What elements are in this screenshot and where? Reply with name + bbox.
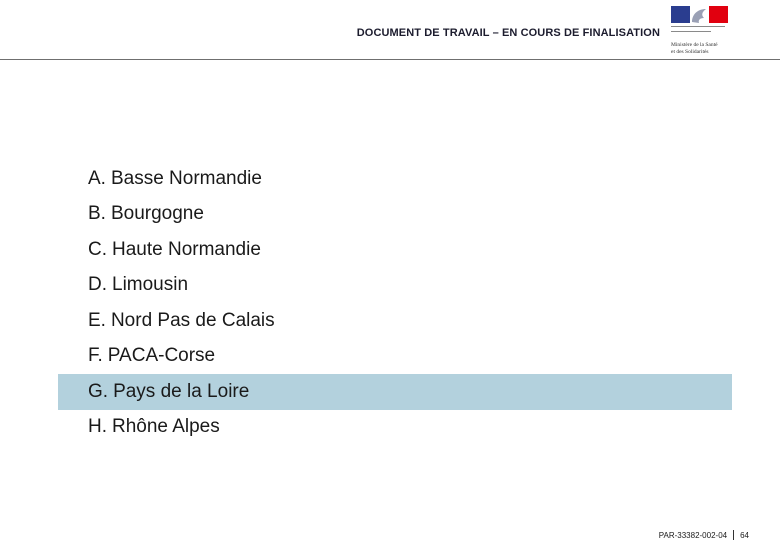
list-item-label: Pays de la Loire [113,380,250,402]
list-item-letter: G. [88,380,109,402]
list-item-label: Rhône Alpes [112,416,220,438]
list-item-letter: H. [88,416,107,438]
logo-tagline-rule [671,26,725,27]
marianne-flag-icon [668,6,730,24]
list-item-label: Limousin [112,274,189,296]
list-item-nord-pas-de-calais [58,303,732,339]
footer-separator [733,530,734,540]
logo-ministry-line-1: Ministère de la Santé [671,42,718,48]
list-item-label: Bourgogne [110,203,204,225]
list-item-letter: F. [88,345,103,367]
list-item-letter: C. [88,238,107,260]
list-item-bourgogne [58,197,732,233]
region-list [58,161,732,445]
list-item-paca-corse [58,339,732,375]
header-divider [0,59,780,60]
list-item-letter: D. [88,274,107,296]
document-reference: PAR-33382-002-04 [658,530,728,540]
list-item-label: Basse Normandie [110,167,262,189]
list-item-letter: E. [88,309,106,331]
list-item-letter: A. [88,167,106,189]
list-item-basse-normandie [58,161,732,197]
marianne-logo [668,6,730,58]
page-footer [659,530,749,540]
list-item-haute-normandie [58,232,732,268]
logo-tagline-rule-2 [671,31,711,32]
document-status-title: DOCUMENT DE TRAVAIL – EN COURS DE FINALISATION [356,27,660,39]
page-number: 64 [740,530,749,540]
list-item-label: PACA-Corse [107,345,216,367]
list-item-label: Nord Pas de Calais [110,309,275,331]
list-item-limousin [58,268,732,304]
list-item-label: Haute Normandie [112,238,261,260]
logo-ministry-line-2: et des Solidarités [671,49,709,55]
list-item-letter: B. [88,203,106,225]
list-item-rhone-alpes [58,410,732,446]
list-item-pays-de-la-loire [58,374,732,410]
